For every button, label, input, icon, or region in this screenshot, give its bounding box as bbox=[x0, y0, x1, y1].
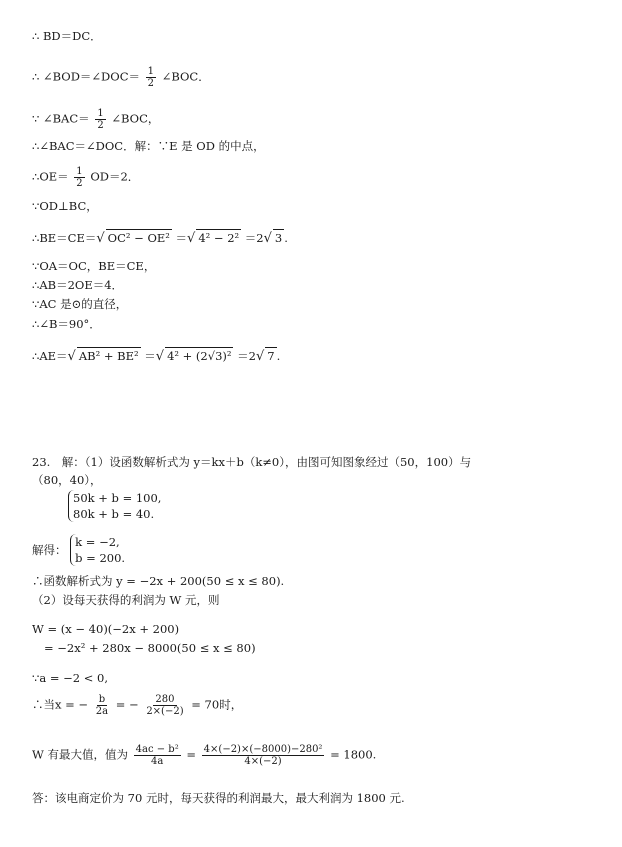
w-formula-2: = −2x² + 280x − 8000(50 ≤ x ≤ 80) bbox=[44, 641, 256, 655]
sqrt-icon: √ bbox=[67, 349, 76, 364]
fraction-half: $\frac{1}{2}$ bbox=[76, 166, 83, 189]
w-formula-1: W = (x − 40)(−2x + 200) bbox=[32, 622, 180, 636]
equation-system-1: 50k + b = 100, 80k + b = 40. bbox=[68, 490, 161, 522]
line-ac-diameter: ∵AC 是⊙的直径， bbox=[32, 297, 128, 311]
fraction-half: $\frac{1}{2}$ bbox=[147, 66, 155, 89]
fraction-computation: $\frac{\text{4×(−2)×(−8000)−280²}}{4\times(-2)}$ bbox=[203, 744, 323, 767]
line-ab: ∴AB＝2OE＝4． bbox=[32, 278, 124, 292]
line-bac-doc: ∴∠BAC＝∠DOC．解：∵E 是 OD 的中点， bbox=[32, 139, 265, 153]
coefficient-a: ∵a = −2 < 0, bbox=[32, 671, 108, 685]
line-oe: ∴OE＝ $\frac{1}{2}$ OD＝2． bbox=[32, 166, 140, 189]
sqrt-icon: √ bbox=[255, 349, 265, 364]
q23-intro: 23. 解：（1）设函数解析式为 y＝kx＋b（k≠0），由图可知图象经过（50，100）与 bbox=[32, 455, 472, 469]
line-be-ce: ∴BE＝CE＝√ OC² − OE² ＝√ 4² − 2² ＝2√ 3 . bbox=[32, 231, 288, 246]
line-angle-bod: ∴ ∠BOD＝∠DOC＝ $\frac{1}{2}$ ∠BOC． bbox=[32, 66, 210, 89]
fraction-half: $\frac{1}{2}$ bbox=[97, 108, 104, 131]
line-ae: ∴AE＝√ AB² + BE² ＝√ 4² + (2√3)² ＝2√ 7 . bbox=[32, 349, 281, 364]
sqrt-icon: √ bbox=[96, 231, 105, 246]
line-od-perp-bc: ∵OD⊥BC， bbox=[32, 199, 98, 213]
q23-point: （80，40）， bbox=[32, 473, 102, 487]
sqrt-icon: √ bbox=[155, 349, 165, 364]
max-value: W 有最大值，值为 $\frac{\text{4ac − b²}}{4a}$ = $\frac{\text{4×(−2)×(−8000)−280²}}{4\times(-2)}$ = 1800. bbox=[32, 744, 377, 767]
q23-part2: （2）设每天获得的利润为 W 元，则 bbox=[32, 593, 220, 607]
vertex-x: ∴当x = − $\frac{b}{2a}$ = − $\frac{280}{2\times(-2)}$ = 70时， bbox=[32, 694, 243, 717]
line-oa-oc: ∵OA＝OC，BE＝CE， bbox=[32, 259, 156, 273]
fraction-vertex-formula: $\frac{\text{4ac − b²}}{4a}$ bbox=[135, 744, 179, 767]
line-angle-bac: ∵ ∠BAC＝ $\frac{1}{2}$ ∠BOC， bbox=[32, 108, 160, 131]
sqrt-icon: √ bbox=[263, 231, 272, 246]
sqrt-icon: √ bbox=[187, 231, 196, 246]
fraction-b-2a: $\frac{b}{2a}$ bbox=[95, 694, 109, 717]
line-bd-dc: ∴ BD＝DC． bbox=[32, 29, 102, 43]
solution-system: 解得： k = −2, b = 200. bbox=[32, 535, 126, 565]
line-angle-b: ∴∠B＝90°． bbox=[32, 317, 101, 331]
function-result: ∴函数解析式为 y = −2x + 200(50 ≤ x ≤ 80). bbox=[32, 574, 285, 588]
final-answer: 答：该电商定价为 70 元时，每天获得的利润最大，最大利润为 1800 元. bbox=[32, 791, 405, 805]
fraction-280: $\frac{280}{2\times(-2)}$ bbox=[146, 694, 184, 717]
